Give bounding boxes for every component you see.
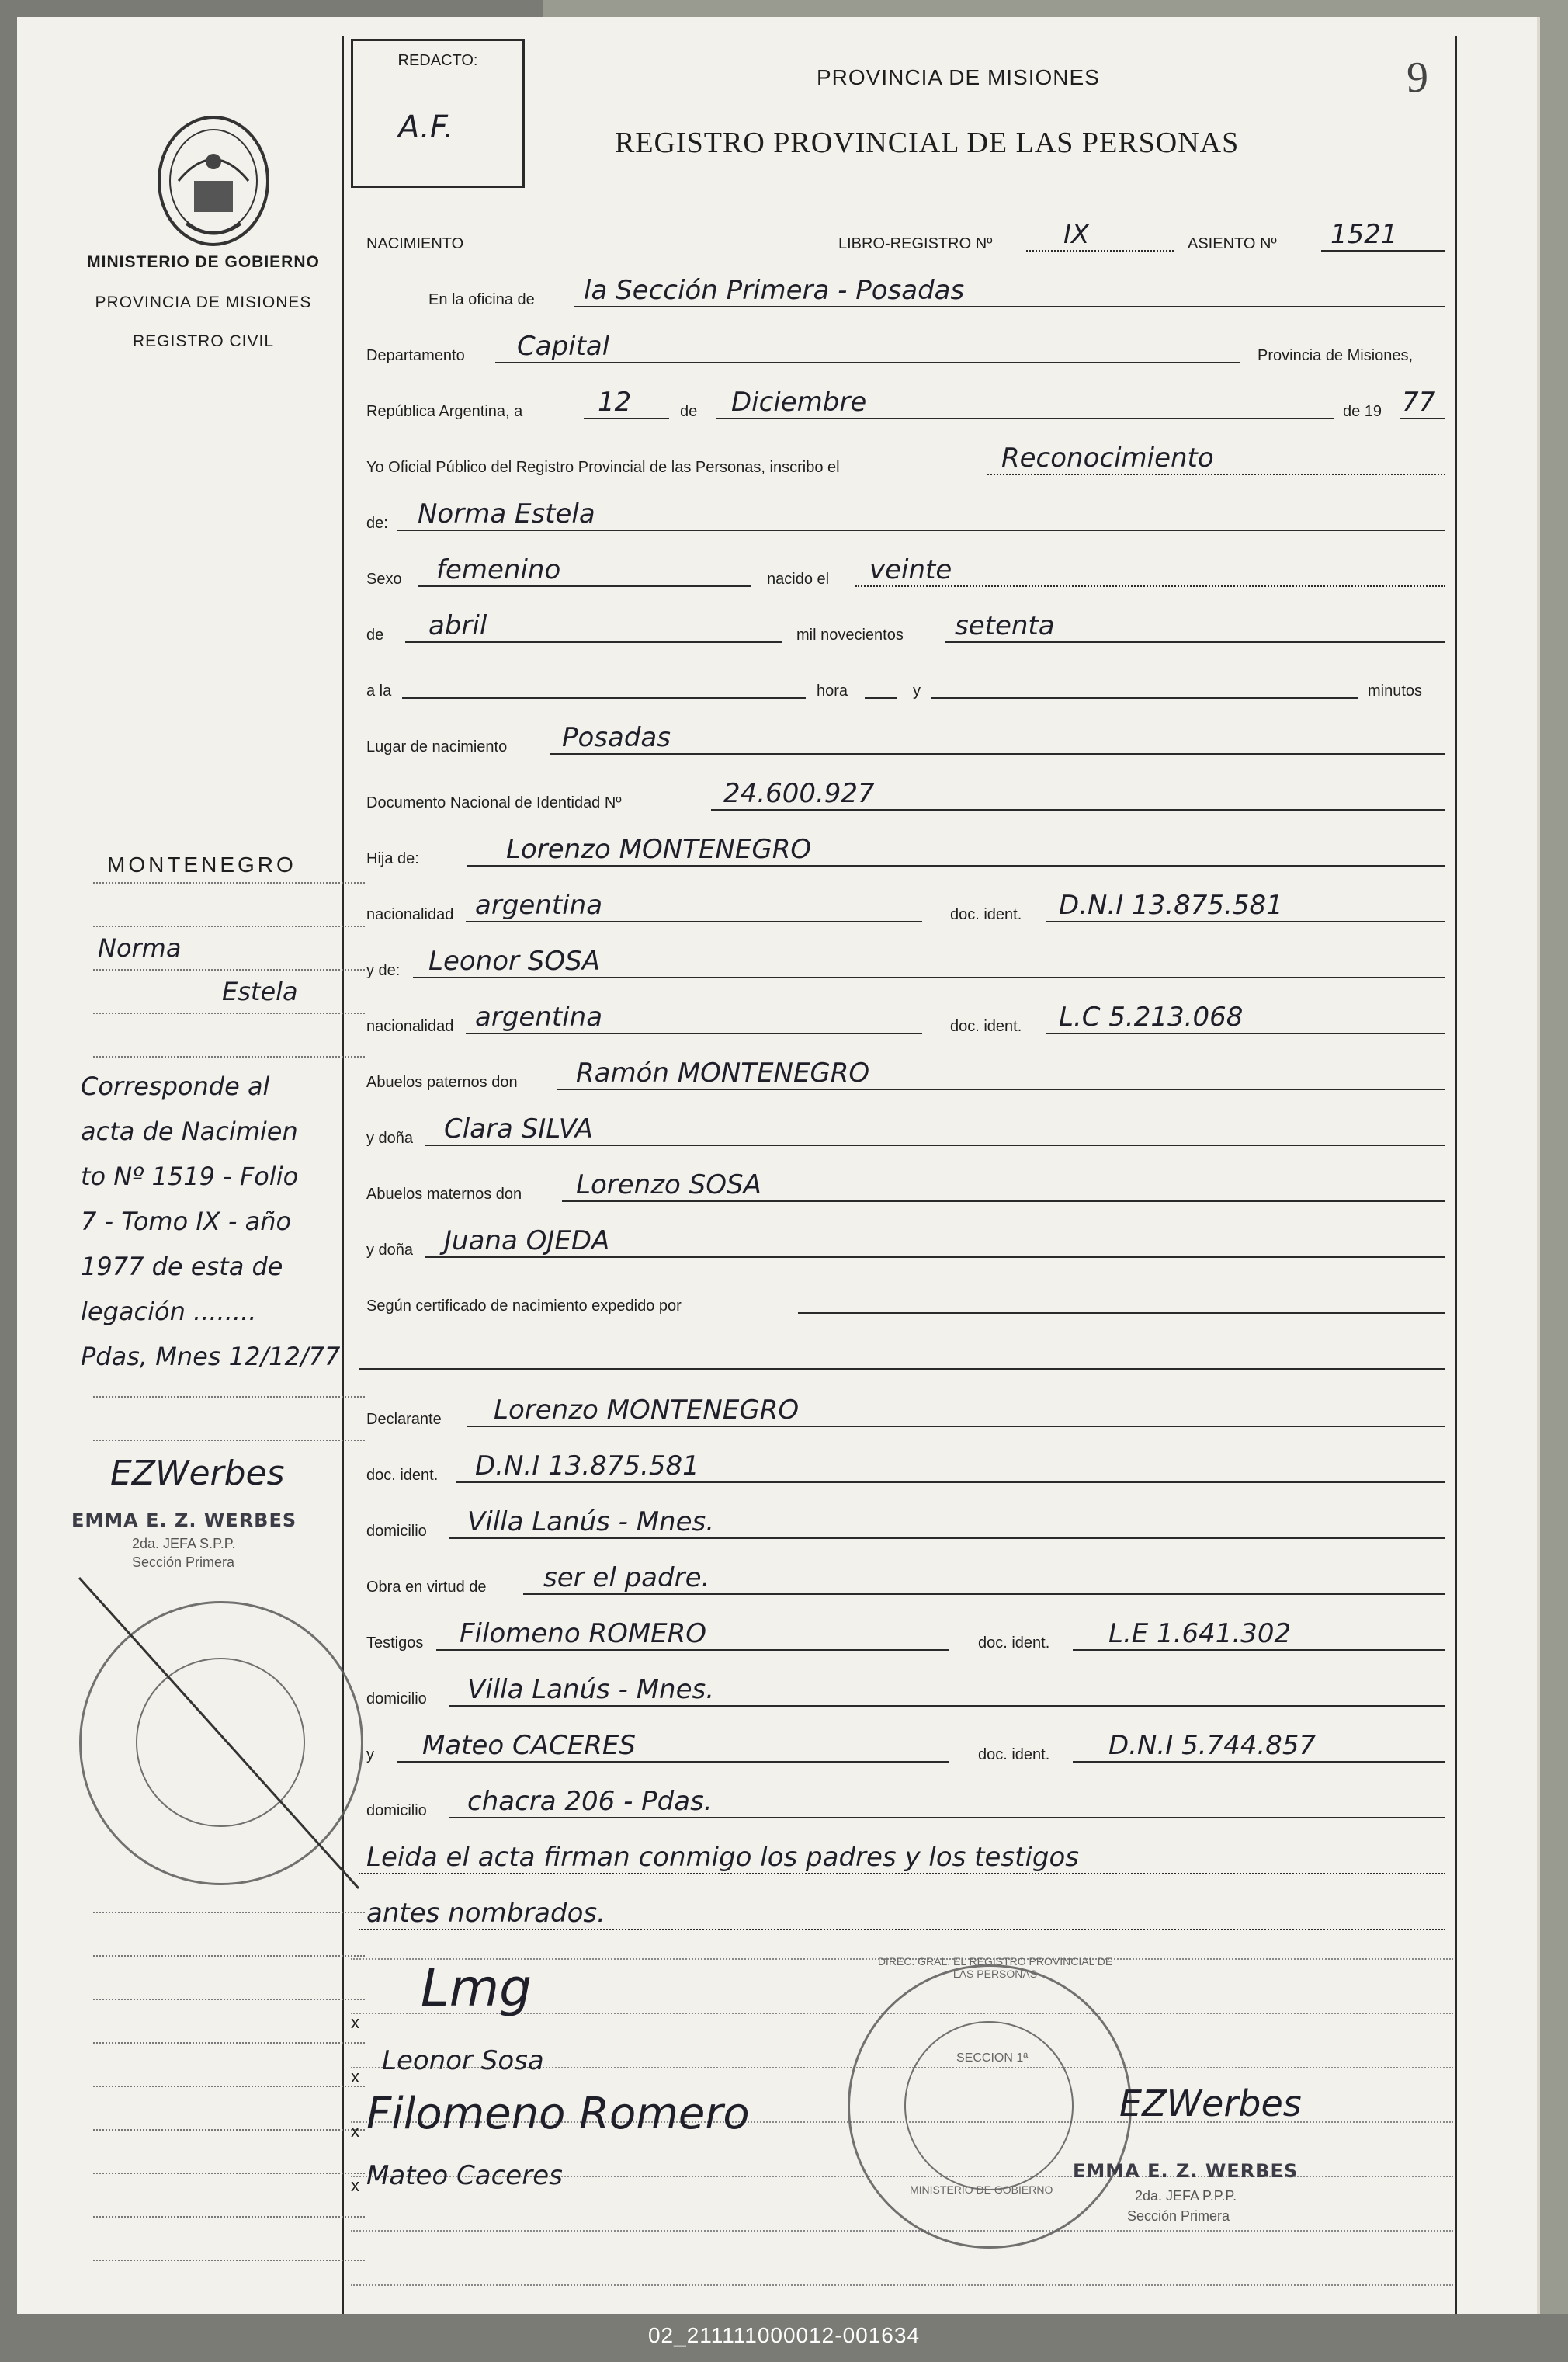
margin-name-2: Estela <box>222 977 298 1006</box>
margin-officer-name: EMMA E. Z. WERBES <box>71 1509 297 1531</box>
row-testigo1 <box>351 1607 1453 1657</box>
row-libro <box>351 208 1453 258</box>
padre-doc-value: D.N.I 13.875.581 <box>1059 890 1283 921</box>
row-certificado-cont <box>351 1326 1453 1376</box>
hora-label: hora <box>817 683 848 700</box>
row-testigo2-dom <box>351 1775 1453 1825</box>
inscribo-value: Reconocimiento <box>1001 443 1214 474</box>
closing-line-2: antes nombrados. <box>366 1898 605 1929</box>
dni-value: 24.600.927 <box>723 778 875 809</box>
de2-label: de <box>366 627 384 644</box>
row-mes-nac <box>351 599 1453 649</box>
margin-surname: MONTENEGRO <box>107 853 297 877</box>
province-heading: PROVINCIA DE MISIONES <box>817 65 1100 89</box>
docident-label: doc. ident. <box>950 1018 1022 1035</box>
margin-dotted-line <box>93 1056 365 1058</box>
stamp-outer-text: DIREC. GRAL. EL REGISTRO PROVINCIAL DE LAS PERSONAS <box>877 1955 1113 1980</box>
row-dni <box>351 767 1453 817</box>
row-closing-2 <box>351 1887 1453 1936</box>
page-number: 9 <box>1407 54 1428 102</box>
signature-dotted-line <box>351 2230 1453 2232</box>
ministry-registry: REGISTRO CIVIL <box>132 332 275 350</box>
margin-note-line: 7 - Tomo IX - año <box>81 1207 292 1236</box>
margin-note-line: 1977 de esta de <box>81 1252 283 1281</box>
nacionalidad-label: nacionalidad <box>366 1018 454 1035</box>
abuela-pat-value: Clara SILVA <box>444 1113 593 1145</box>
row-certificado <box>351 1270 1453 1320</box>
abuelos-mat-label: Abuelos maternos don <box>366 1186 522 1203</box>
signature-dotted-line <box>351 2284 1453 2286</box>
signature-mark: x <box>351 2067 359 2086</box>
libro-value: IX <box>1063 219 1090 250</box>
asiento-value: 1521 <box>1330 219 1398 250</box>
obra-label: Obra en virtud de <box>366 1579 487 1596</box>
redacto-value: A.F. <box>398 109 454 145</box>
margin-note-line: Pdas, Mnes 12/12/77 <box>81 1342 341 1371</box>
row-declarante <box>351 1384 1453 1433</box>
padre-value: Lorenzo MONTENEGRO <box>506 834 812 865</box>
abuela-mat-value: Juana OJEDA <box>444 1225 610 1256</box>
ala-label: a la <box>366 683 392 700</box>
row-declarante-dom <box>351 1495 1453 1545</box>
lugar-value: Posadas <box>562 722 671 753</box>
margin-cancel-stroke <box>71 1570 366 1896</box>
registry-stamp-right <box>848 1964 1132 2249</box>
row-madre-nac <box>351 991 1453 1040</box>
mes-nac-value: abril <box>428 610 487 641</box>
row-hora <box>351 655 1453 705</box>
redacto-label: REDACTO: <box>397 52 478 69</box>
row-obra <box>351 1551 1453 1601</box>
republica-label: República Argentina, a <box>366 403 523 420</box>
row-padre <box>351 823 1453 873</box>
ydona-label: y doña <box>366 1130 414 1147</box>
dni-label: Documento Nacional de Identidad Nº <box>366 794 622 811</box>
abuelos-pat-label: Abuelos paternos don <box>366 1074 518 1091</box>
nacimiento-label: NACIMIENTO <box>366 235 464 252</box>
row-testigo1-dom <box>351 1663 1453 1713</box>
docident-label: doc. ident. <box>366 1467 439 1484</box>
margin-note-line: Corresponde al <box>81 1072 270 1101</box>
signature-mother: Leonor Sosa <box>382 2045 544 2076</box>
officer-section: Sección Primera <box>1127 2208 1230 2224</box>
asiento-label: ASIENTO Nº <box>1188 235 1277 252</box>
yde-label: y de: <box>366 962 401 979</box>
row-persona <box>351 488 1453 537</box>
testigos-label: Testigos <box>366 1634 424 1652</box>
row-lugar <box>351 711 1453 761</box>
signature-mark: x <box>351 2013 359 2032</box>
row-oficina <box>351 264 1453 314</box>
de-persona-label: de: <box>366 515 388 532</box>
signature-father: Lmg <box>421 1958 532 2018</box>
row-inscribo <box>351 432 1453 481</box>
testigo1-doc-value: L.E 1.641.302 <box>1108 1618 1292 1649</box>
row-closing-1 <box>351 1831 1453 1881</box>
testigo2-dom-value: chacra 206 - Pdas. <box>467 1786 713 1817</box>
row-abuelo-mat <box>351 1158 1453 1208</box>
nacido-value: veinte <box>869 554 952 585</box>
y-testigo-label: y <box>366 1746 374 1763</box>
inscribo-label: Yo Oficial Público del Registro Provincial de las Personas, inscribo el <box>366 459 840 476</box>
margin-dotted-line <box>93 1013 365 1014</box>
margin-dotted-line <box>93 1396 365 1398</box>
docident-label: doc. ident. <box>978 1746 1050 1763</box>
row-declarante-doc <box>351 1440 1453 1489</box>
de-persona-value: Norma Estela <box>418 498 595 530</box>
signature-mark: x <box>351 2121 359 2141</box>
madre-value: Leonor SOSA <box>428 946 600 977</box>
anio-nac-value: setenta <box>955 610 1055 641</box>
margin-dotted-line <box>93 882 365 884</box>
margin-dotted-line <box>93 926 365 927</box>
margin-note-line: to Nº 1519 - Folio <box>81 1162 299 1191</box>
provincial-crest-icon <box>147 107 279 255</box>
officer-name: EMMA E. Z. WERBES <box>1073 2160 1299 2182</box>
row-departamento <box>351 320 1453 370</box>
de-label: de <box>680 403 698 420</box>
lugar-label: Lugar de nacimiento <box>366 738 508 755</box>
closing-line-1: Leida el acta firman conmigo los padres y los testigos <box>366 1842 1079 1873</box>
registry-heading: REGISTRO PROVINCIAL DE LAS PERSONAS <box>615 127 1240 159</box>
mil-label: mil novecientos <box>796 627 904 644</box>
row-abuelo-pat <box>351 1047 1453 1096</box>
padre-nac-value: argentina <box>475 890 603 921</box>
stamp-inner-text: SECCION 1ª <box>956 2051 1029 2065</box>
nacido-label: nacido el <box>767 571 830 588</box>
margin-officer-title: 2da. JEFA S.P.P. <box>132 1536 236 1551</box>
abuelo-mat-value: Lorenzo SOSA <box>576 1169 761 1200</box>
row-fecha <box>351 376 1453 426</box>
anio-value: 77 <box>1402 387 1436 418</box>
anio-label: de 19 <box>1343 403 1382 420</box>
row-abuela-pat <box>351 1103 1453 1152</box>
domicilio-label: domicilio <box>366 1523 427 1540</box>
y-label: y <box>913 683 921 700</box>
book-cover-top-edge <box>543 0 1568 19</box>
dia-value: 12 <box>598 387 632 418</box>
mes-value: Diciembre <box>731 387 867 418</box>
docident-label: doc. ident. <box>978 1634 1050 1652</box>
ydona-label: y doña <box>366 1242 414 1259</box>
declarante-value: Lorenzo MONTENEGRO <box>494 1395 800 1426</box>
sexo-label: Sexo <box>366 571 402 588</box>
declarante-label: Declarante <box>366 1411 442 1428</box>
image-footer <box>0 2314 1568 2362</box>
redacto-box <box>351 39 525 188</box>
signature-mark: x <box>351 2176 359 2195</box>
certificado-label: Según certificado de nacimiento expedido por <box>366 1297 682 1315</box>
ministry-province: PROVINCIA DE MISIONES <box>95 294 312 311</box>
nacionalidad-label: nacionalidad <box>366 906 454 923</box>
declarante-doc-value: D.N.I 13.875.581 <box>475 1450 699 1481</box>
row-madre <box>351 935 1453 985</box>
declarante-dom-value: Villa Lanús - Mnes. <box>467 1506 715 1537</box>
sexo-value: femenino <box>436 554 561 585</box>
margin-officer-signature: EZWerbes <box>110 1454 285 1493</box>
row-testigo2 <box>351 1719 1453 1769</box>
madre-doc-value: L.C 5.213.068 <box>1059 1002 1244 1033</box>
margin-dotted-line <box>93 969 365 971</box>
oficina-label: En la oficina de <box>428 291 535 308</box>
domicilio-label: domicilio <box>366 1690 427 1707</box>
signature-witness-1: Filomeno Romero <box>366 2089 750 2139</box>
stamp-ministry-text: MINISTERIO DE GOBIERNO <box>910 2183 1053 2196</box>
libro-label: LIBRO-REGISTRO Nº <box>838 235 993 252</box>
margin-officer-section: Sección Primera <box>132 1554 235 1570</box>
margin-dotted-line <box>93 1440 365 1441</box>
signature-witness-2: Mateo Caceres <box>366 2160 563 2191</box>
testigo2-value: Mateo CACERES <box>422 1730 636 1761</box>
oficina-value: la Sección Primera - Posadas <box>584 275 965 306</box>
file-id: 02_211111000012-001634 <box>647 2323 921 2347</box>
obra-value: ser el padre. <box>543 1562 710 1593</box>
ministry-title: MINISTERIO DE GOBIERNO <box>87 253 320 271</box>
left-margin-column <box>48 17 359 2314</box>
departamento-value: Capital <box>517 331 610 362</box>
testigo2-doc-value: D.N.I 5.744.857 <box>1108 1730 1316 1761</box>
document-page <box>17 17 1540 2314</box>
departamento-label: Departamento <box>366 347 465 364</box>
row-sexo <box>351 544 1453 593</box>
provincia-suffix: Provincia de Misiones, <box>1258 347 1414 364</box>
row-padre-nac <box>351 879 1453 929</box>
minutos-label: minutos <box>1368 683 1423 700</box>
row-abuela-mat <box>351 1214 1453 1264</box>
officer-title: 2da. JEFA P.P.P. <box>1135 2188 1237 2204</box>
abuelo-pat-value: Ramón MONTENEGRO <box>576 1058 870 1089</box>
madre-nac-value: argentina <box>475 1002 603 1033</box>
hijo-label: Hija de: <box>366 850 419 867</box>
domicilio-label: domicilio <box>366 1802 427 1819</box>
officer-signature: EZWerbes <box>1119 2082 1302 2124</box>
margin-name-1: Norma <box>98 933 182 963</box>
docident-label: doc. ident. <box>950 906 1022 923</box>
margin-note-line: acta de Nacimien <box>81 1117 298 1146</box>
testigo1-value: Filomeno ROMERO <box>460 1618 707 1649</box>
column-divider-right <box>1455 36 1457 2314</box>
margin-note-line: legación ........ <box>81 1297 257 1326</box>
testigo1-dom-value: Villa Lanús - Mnes. <box>467 1674 715 1705</box>
